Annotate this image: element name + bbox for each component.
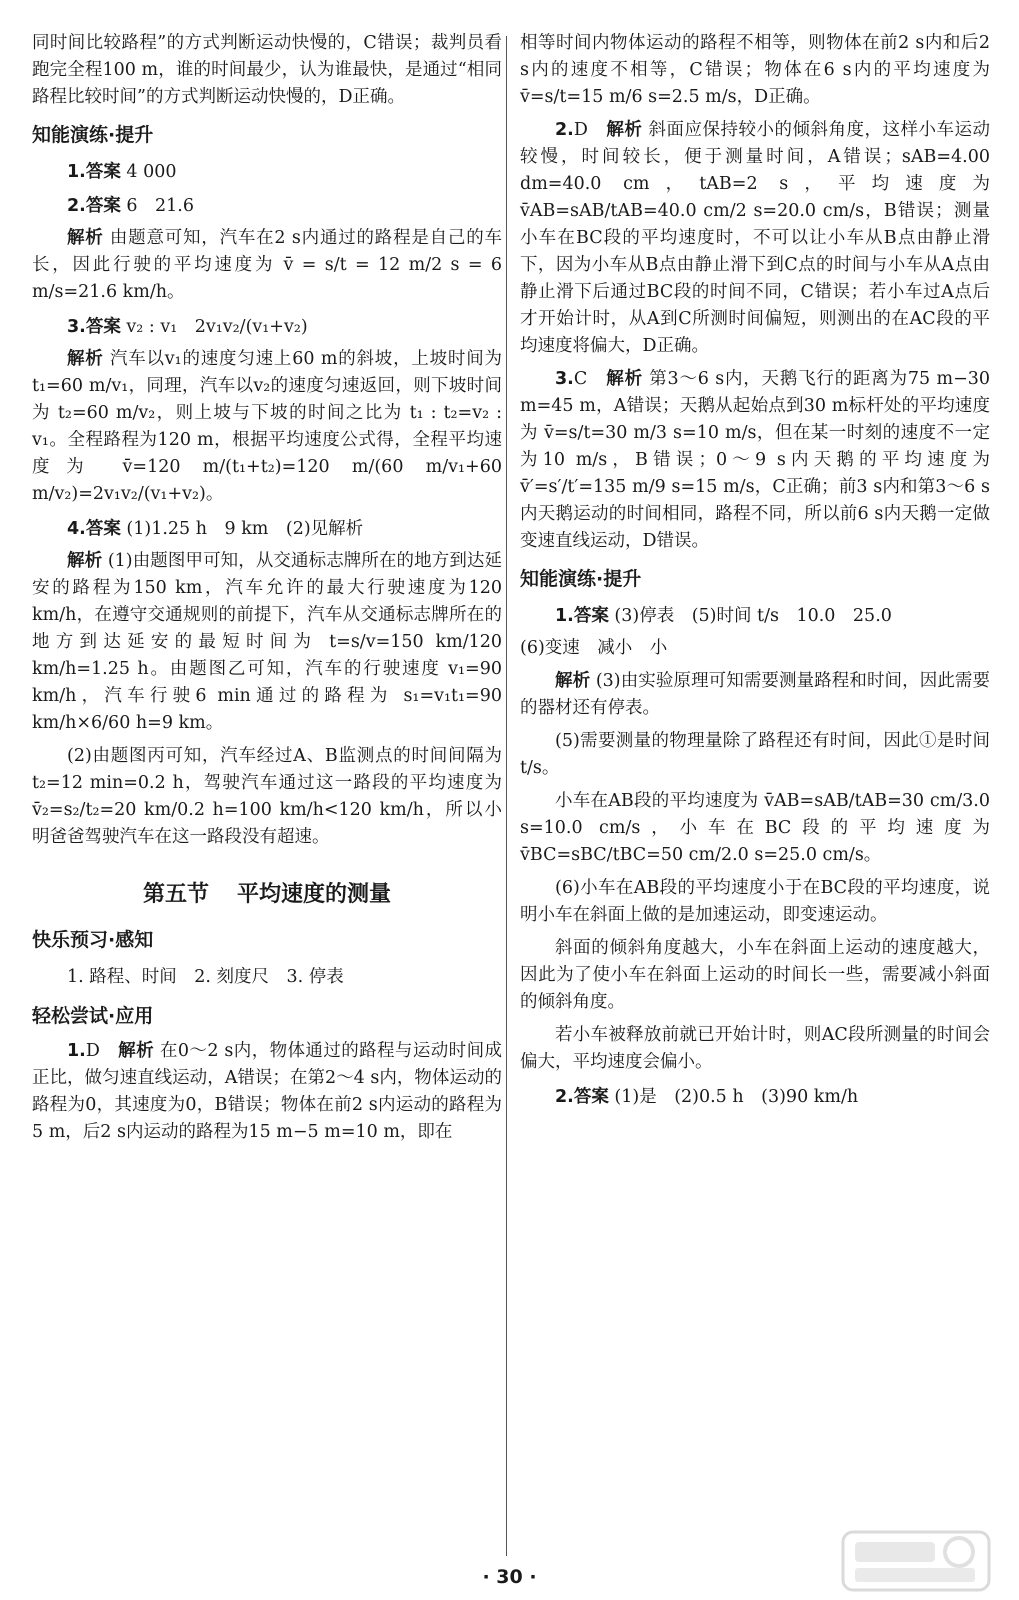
answer-text: (1)是 (2)0.5 h (3)90 km/h xyxy=(614,1087,859,1107)
answer-text: 4 000 xyxy=(126,162,177,182)
explanation-label: 解析 xyxy=(67,228,104,248)
left-column xyxy=(32,30,502,1152)
explanation xyxy=(32,1038,502,1146)
question-number: 2. xyxy=(555,120,574,140)
explanation-text: 第3～6 s内，天鹅飞行的距离为75 m−30 m=45 m，A错误；天鹅从起始点到30 m标杆处的平均速度为 v̄=s/t=30 m/3 s=10 m/s，但在某一时刻的速度不一定为10 m/s，B错误；0～9 s内天鹅的平均速度为 v̄′=s′/t′=135 m/9 s=15 m/s，C正确；前3 s内和第3～6 s内天鹅运动的时间相同，路程不同，所以前6 s内天鹅一定做变速直线运动，D错误。 xyxy=(520,369,990,551)
watermark-logo xyxy=(841,1530,991,1592)
answer-label: 答案 xyxy=(85,162,121,182)
explanation-label: 解析 xyxy=(118,1041,154,1061)
answer-continuation: (6)变速 减小 小 xyxy=(520,638,668,658)
explanation-text: 在0～2 s内，物体通过的路程与运动时间成正比，做匀速直线运动，A错误；在第2～4 s内，物体运动的路程为0，其速度为0，B错误；物体在前2 s内运动的路程为5 m，后2 s内运动的路程为15 m−5 m=10 m，即在 xyxy=(32,1041,502,1142)
question-number: 4. xyxy=(67,519,86,539)
answer-text: (1)1.25 h 9 km (2)见解析 xyxy=(126,519,364,539)
answer-text: v₂ : v₁ 2v₁v₂/(v₁+v₂) xyxy=(126,317,308,337)
subsection-heading: 快乐预习·感知 xyxy=(32,929,154,951)
paragraph: (2)由题图丙可知，汽车经过A、B监测点的时间间隔为t₂=12 min=0.2 h，驾驶汽车通过这一路段的平均速度为 v̄₂=s₂/t₂=20 km/0.2 h=100 km/h<120 km/h，所以小明爸爸驾驶汽车在这一路段没有超速。 xyxy=(32,746,502,847)
answer-text: (3)停表 (5)时间 t/s 10.0 25.0 xyxy=(614,606,892,626)
answer-line xyxy=(32,157,502,187)
explanation-text: (1)由题图甲可知，从交通标志牌所在的地方到达延安的路程为150 km，汽车允许的最大行驶速度为120 km/h，在遵守交通规则的前提下，汽车从交通标志牌所在的地方到达延安的最短时间为 t=s/v=150 km/120 km/h=1.25 h。由题图乙可知，汽车的行驶速度 v₁=90 km/h，汽车行驶6 min通过的路程为 s₁=v₁t₁=90 km/h×6/60 h=9 km。 xyxy=(32,551,502,733)
choice-answer: D xyxy=(573,120,588,140)
explanation-text: 由题意可知，汽车在2 s内通过的路程是自己的车长，因此行驶的平均速度为 v̄ = s/t = 12 m/2 s = 6 m/s=21.6 km/h。 xyxy=(32,228,502,302)
page-number: · 30 · xyxy=(482,1566,537,1588)
explanation xyxy=(520,117,990,360)
paragraph: 相等时间内物体运动的路程不相等，则物体在前2 s内和后2 s内的速度不相等，C错误；物体在6 s内的平均速度为 v̄=s/t=15 m/6 s=2.5 m/s，D正确。 xyxy=(520,33,990,107)
answer-label: 答案 xyxy=(85,196,121,216)
explanation xyxy=(520,366,990,555)
explanation-text: 汽车以v₁的速度匀速上60 m的斜坡，上坡时间为 t₁=60 m/v₁，同理，汽车以v₂的速度匀速返回，则下坡时间为 t₂=60 m/v₂，则上坡与下坡的时间之比为 t₁ : t₂=v₂ : v₁。全程路程为120 m，根据平均速度公式得，全程平均速度为 v̄=120 m/(t₁+t₂)=120 m/(60 m/v₁+60 m/v₂)=2v₁v₂/(v₁+v₂)。 xyxy=(32,349,502,504)
paragraph: 同时间比较路程”的方式判断运动快慢的，C错误；裁判员看跑完全程100 m，谁的时间最少，认为谁最快，是通过“相同路程比较时间”的方式判断运动快慢的，D正确。 xyxy=(32,33,502,107)
paragraph: (5)需要测量的物理量除了路程还有时间，因此①是时间 t/s。 xyxy=(520,731,990,778)
paragraph: 斜面的倾斜角度越大，小车在斜面上运动的速度越大，因此为了使小车在斜面上运动的时间长一些，需要减小斜面的倾斜角度。 xyxy=(520,938,990,1012)
explanation xyxy=(520,668,990,722)
subsection-heading: 知能演练·提升 xyxy=(520,568,642,590)
choice-answer: D xyxy=(85,1041,100,1061)
answer-label: 答案 xyxy=(85,519,121,539)
paragraph: 小车在AB段的平均速度为 v̄AB=sAB/tAB=30 cm/3.0 s=10.0 cm/s，小车在BC段的平均速度为 v̄BC=sBC/tBC=50 cm/2.0 s=25.0 cm/s。 xyxy=(520,791,990,865)
paragraph: 若小车被释放前就已开始计时，则AC段所测量的时间会偏大，平均速度会偏小。 xyxy=(520,1025,990,1072)
answer-label: 答案 xyxy=(85,317,121,337)
column-divider xyxy=(506,36,507,1556)
explanation-label: 解析 xyxy=(555,671,591,691)
answer-line xyxy=(32,312,502,342)
section-title xyxy=(32,877,502,908)
question-number: 2. xyxy=(67,196,86,216)
answer-line xyxy=(520,1082,990,1112)
answer-label: 答案 xyxy=(573,606,609,626)
section-name: 平均速度的测量 xyxy=(237,882,392,907)
answer-label: 答案 xyxy=(573,1087,609,1107)
explanation-text: 斜面应保持较小的倾斜角度，这样小车运动较慢，时间较长，便于测量时间，A错误；sAB=4.00 dm=40.0 cm，tAB=2 s，平均速度为 v̄AB=sAB/tAB=40.0 cm/2 s=20.0 cm/s，B错误；测量小车在BC段的平均速度时，不可以让小车从B点由静止滑下，因为小车从B点由静止滑下到C点的时间与小车从A点由静止滑下后通过BC段的时间不同，C错误；若小车过A点后才开始计时，从A到C所测时间偏短，则测出的在AC段的平均速度将偏大，D正确。 xyxy=(520,120,991,356)
question-number: 1. xyxy=(67,1041,86,1061)
explanation-label: 解析 xyxy=(606,369,643,389)
answer-text: 6 21.6 xyxy=(126,196,195,216)
paragraph: (6)小车在AB段的平均速度小于在BC段的平均速度，说明小车在斜面上做的是加速运动，即变速运动。 xyxy=(520,878,990,925)
question-number: 1. xyxy=(555,606,574,626)
explanation-label: 解析 xyxy=(67,349,104,369)
explanation-label: 解析 xyxy=(67,551,103,571)
question-number: 3. xyxy=(67,317,86,337)
explanation xyxy=(32,225,502,306)
choice-answer: C xyxy=(573,369,588,389)
explanation xyxy=(32,548,502,737)
answer-line xyxy=(32,191,502,221)
explanation xyxy=(32,346,502,508)
section-number: 第五节 xyxy=(142,882,209,907)
question-number: 1. xyxy=(67,162,86,182)
answer-line xyxy=(32,514,502,544)
right-column xyxy=(520,30,990,1116)
question-number: 3. xyxy=(555,369,574,389)
explanation-label: 解析 xyxy=(606,120,643,140)
explanation-text: (3)由实验原理可知需要测量路程和时间，因此需要的器材还有停表。 xyxy=(520,671,990,718)
subsection-heading: 轻松尝试·应用 xyxy=(32,1005,154,1027)
answer-line: 1. 路程、时间 2. 刻度尺 3. 停表 xyxy=(67,967,344,987)
question-number: 2. xyxy=(555,1087,574,1107)
answer-line xyxy=(520,601,990,631)
subsection-heading: 知能演练·提升 xyxy=(32,124,154,146)
